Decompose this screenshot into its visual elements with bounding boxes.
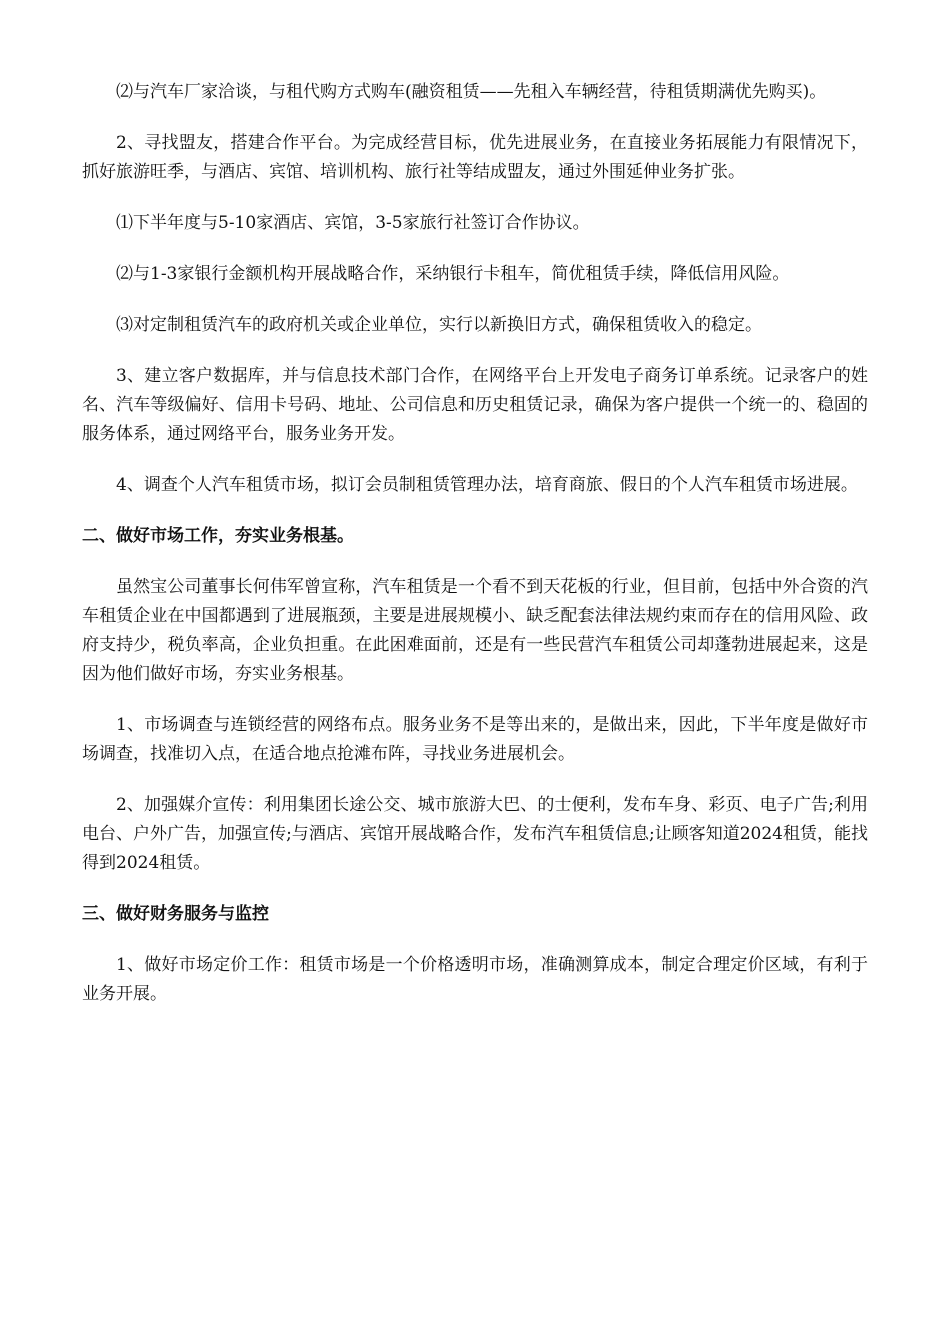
paragraph-car-purchase-negotiation: ⑵与汽车厂家洽谈，与租代购方式购车(融资租赁——先租入车辆经营，待租赁期满优先购买)。 (116, 82, 827, 102)
paragraph-media-promotion: 2、加强媒介宣传：利用集团长途公交、城市旅游大巴、的士便利，发布车身、彩页、电子广告;利用电台、户外广告，加强宣传;与酒店、宾馆开展战略合作，发布汽车租赁信息;让顾客知道2024租赁，能找得到2024租赁。 (82, 795, 868, 873)
paragraph-personal-leasing-market: 4、调查个人汽车租赁市场，拟订会员制租赁管理办法，培育商旅、假日的个人汽车租赁市场进展。 (116, 475, 858, 495)
paragraph-market-pricing: 1、做好市场定价工作：租赁市场是一个价格透明市场，准确测算成本，制定合理定价区域，有利于业务开展。 (82, 955, 868, 1004)
paragraph-customer-database: 3、建立客户数据库，并与信息技术部门合作，在网络平台上开发电子商务订单系统。记录客户的姓名、汽车等级偏好、信用卡号码、地址、公司信息和历史租赁记录，确保为客户提供一个统一的、稳固的服务体系，通过网络平台，服务业务开发。 (82, 366, 868, 444)
document-page (82, 78, 868, 1031)
paragraph-government-leasing: ⑶对定制租赁汽车的政府机关或企业单位，实行以新换旧方式，确保租赁收入的稳定。 (116, 315, 762, 335)
section-heading-market-work: 二、做好市场工作，夯实业务根基。 (82, 526, 354, 546)
paragraph-market-survey: 1、市场调查与连锁经营的网络布点。服务业务不是等出来的，是做出来，因此，下半年度是做好市场调查，找准切入点，在适合地点抢滩布阵，寻找业务进展机会。 (82, 715, 868, 764)
section-heading-financial-services: 三、做好财务服务与监控 (82, 904, 269, 924)
paragraph-bank-cooperation: ⑵与1-3家银行金额机构开展战略合作，采纳银行卡租车，简优租赁手续，降低信用风险。 (116, 264, 790, 284)
paragraph-hotel-agreements: ⑴下半年度与5-10家酒店、宾馆，3-5家旅行社签订合作协议。 (116, 213, 590, 233)
paragraph-industry-background: 虽然宝公司董事长何伟军曾宣称，汽车租赁是一个看不到天花板的行业，但目前，包括中外合资的汽车租赁企业在中国都遇到了进展瓶颈，主要是进展规模小、缺乏配套法律法规约束而存在的信用风险、政府支持少，税负率高，企业负担重。在此困难面前，还是有一些民营汽车租赁公司却蓬勃进展起来，这是因为他们做好市场，夯实业务根基。 (82, 577, 868, 684)
paragraph-find-allies: 2、寻找盟友，搭建合作平台。为完成经营目标，优先进展业务，在直接业务拓展能力有限情况下，抓好旅游旺季，与酒店、宾馆、培训机构、旅行社等结成盟友，通过外围延伸业务扩张。 (82, 133, 868, 182)
